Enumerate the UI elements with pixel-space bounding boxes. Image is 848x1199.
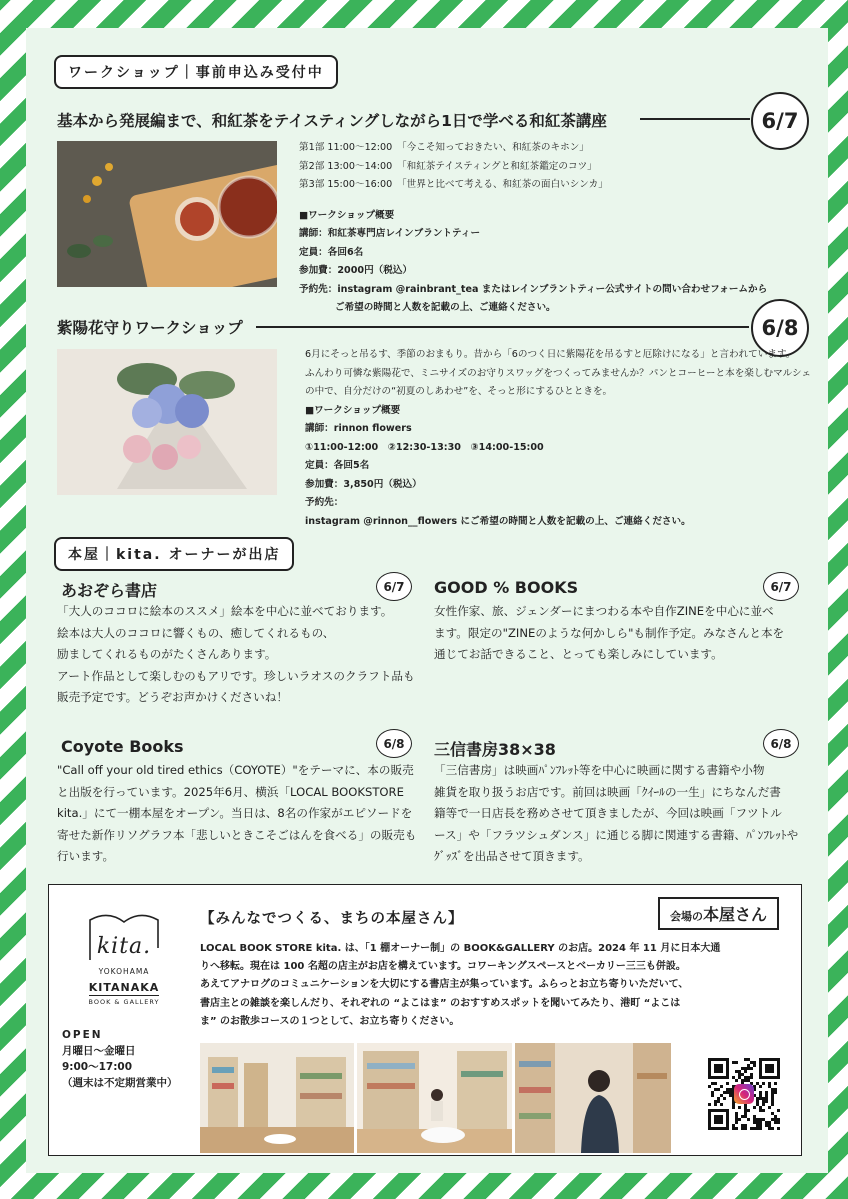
workshop2-times: ①11:00-12:00 ②12:30-13:30 ③14:00-15:00 [305, 441, 544, 453]
shop2-description [434, 601, 784, 666]
shop1-line: アート作品として楽しむのもアリです。珍しいラオスのクラフト品も [57, 668, 415, 683]
shop4-name: 三信書房38×38 [434, 740, 556, 759]
venue-tag-small: 会場の [670, 910, 703, 923]
venue-tag-large: 本屋さん [703, 905, 768, 924]
open-note: （週末は不定期営業中） [62, 1077, 178, 1089]
shop4-line: 「三信書房」は映画ﾊﾟﾝﾌﾚｯﾄ等を中心に映画に関する書籍や小物 [434, 763, 765, 777]
workshop1-date-badge: 6/7 [751, 92, 809, 150]
workshop2-reserve-label: 予約先： [305, 497, 344, 508]
store-photo-1 [200, 1043, 354, 1153]
workshop2-title: 紫陽花守りワークショップ [57, 319, 243, 337]
shop1-name: あおぞら書店 [61, 581, 158, 600]
open-days: 月曜日～金曜日 [62, 1045, 136, 1057]
shop1-line: 絵本は大人のココロに響くもの、癒してくれるもの、 [57, 625, 335, 640]
venue-tag [658, 897, 779, 930]
shop1-line: 励ましてくれるものがたくさんあります。 [57, 647, 277, 661]
session-1: 第1部 11:00～12:00 「今こそ知っておきたい、和紅茶のキホン」 [299, 142, 589, 153]
logo-name: KITANAKA [88, 981, 160, 994]
shop3-description [57, 760, 416, 868]
workshop1-fee: 参加費：2000円（税込） [299, 265, 413, 276]
workshop2-fee: 参加費：3,850円（税込） [305, 478, 422, 490]
workshop1-rule [640, 118, 750, 120]
logo-sub: BOOK & GALLERY [88, 998, 160, 1006]
shop3-line: 行います。 [57, 849, 115, 863]
logo-word: kita. [96, 934, 152, 959]
venue-line: LOCAL BOOK STORE kita. は、「1 棚オーナー制」の BOOK&GALLERY のお店。2024 年 11 月に日本大通 [200, 943, 721, 954]
shop1-description [57, 601, 415, 709]
shop4-line: 雑貨を取り扱うお店です。前回は映画「ｸｲｰﾙの一生」にちなんだ書 [434, 784, 781, 799]
workshop1-overview-heading: ■ワークショップ概要 [299, 209, 395, 221]
workshop1-instructor: 講師：和紅茶専門店レインブラントティー [299, 228, 481, 239]
session-2: 第2部 13:00～14:00 「和紅茶テイスティングと和紅茶鑑定のコツ」 [299, 160, 597, 172]
shop4-date-badge: 6/8 [763, 729, 799, 758]
workshop2-desc-1: 6月にそっと吊るす、季節のおまもり。昔から「6のつく日に紫陽花を吊るすと厄除けになる」と言われています。 [305, 349, 796, 360]
shop4-line: 籍等で一日店長を務めさせて頂きましたが、今回は映画「フツトル [434, 806, 782, 820]
kita-logo [68, 908, 180, 1006]
tea-illustration [57, 141, 277, 287]
venue-description [200, 940, 720, 1031]
open-hours [62, 1027, 178, 1091]
workshop2-desc-3: の中で、自分だけの“初夏のしあわせ”を、そっと形にするひとときを。 [305, 386, 613, 397]
shop3-date-badge: 6/8 [376, 729, 412, 758]
store-illustration-1 [200, 1043, 354, 1153]
store-photo-3 [515, 1043, 671, 1153]
open-time: 9:00～17:00 [62, 1061, 133, 1073]
tea-photo [57, 141, 277, 287]
workshop2-details [305, 346, 811, 531]
shop2-line: ます。限定の"ZINEのような何かしら"も制作予定。みなさんと本を [434, 625, 785, 640]
workshop2-date-badge: 6/8 [751, 299, 809, 357]
shop2-date-badge: 6/7 [763, 572, 799, 601]
workshop-section-label: ワークショップ｜事前申込み受付中 [54, 55, 338, 89]
store-illustration-2 [357, 1043, 512, 1153]
venue-line: りへ移転。現在は 100 名超の店主がお店を構えています。コワーキングスペースとベーカリー三三も併設。 [200, 961, 686, 973]
workshop1-capacity: 定員：各回6名 [299, 246, 364, 258]
venue-line: あえてアナログのコミュニケーションを大切にする書店主が集っています。ふらっとお立ち寄りいただいて、 [200, 979, 689, 991]
workshop2-overview-heading: ■ワークショップ概要 [305, 404, 401, 416]
workshop2-capacity: 定員：各回5名 [305, 460, 370, 471]
shop3-line: kita.」にて一棚本屋をオープン。当日は、8名の作家がエピソードを [57, 806, 413, 820]
shop1-line: 販売予定です。どうぞお声かけくださいね！ [57, 690, 288, 704]
hydrangea-photo [57, 349, 277, 495]
shop1-line: 「大人のココロに絵本のススメ」絵本を中心に並べております。 [57, 604, 393, 618]
shop3-line: と出版を行っています。2025年6月、横浜「LOCAL BOOKSTORE [57, 784, 404, 799]
hydrangea-illustration [57, 349, 277, 495]
store-photo-2 [357, 1043, 512, 1153]
shop2-name: GOOD % BOOKS [434, 578, 579, 597]
open-label: OPEN [62, 1029, 103, 1041]
shop3-line: 寄せた新作リソグラフ本「悲しいときこそごはんを食べる」の販売も [57, 827, 417, 842]
shop2-line: 通じてお話できること、とっても楽しみにしています。 [434, 647, 723, 661]
shop2-line: 女性作家、旅、ジェンダーにまつわる本や自作ZINEを中心に並べ [434, 604, 774, 618]
workshop2-reserve: instagram @rinnon__flowers にご希望の時間と人数を記載の上、ご連絡ください。 [305, 515, 691, 527]
venue-line: ま” のお散歩コースの１つとして、お立ち寄りください。 [200, 1015, 460, 1027]
shop4-line: ｸﾞｯｽﾞを出品させて頂きます。 [434, 849, 590, 863]
workshop1-title: 基本から発展編まで、和紅茶をテイスティングしながら1日で学べる和紅茶講座 [57, 112, 607, 130]
qr-code[interactable] [708, 1058, 780, 1130]
venue-line: 書店主との雑談を楽しんだり、それぞれの “よこはま” のおすすめスポットを聞いてみたり、港町 “よこは [200, 997, 681, 1009]
session-3: 第3部 15:00～16:00 「世界と比べて考える、和紅茶の面白いシンカ」 [299, 179, 608, 190]
workshop1-reserve-note: ご希望の時間と人数を記載の上、ご連絡ください。 [335, 302, 556, 313]
shop4-line: ース」や「フラツシュダンス」に通じる脚に関連する書籍、ﾊﾟﾝﾌﾚｯﾄや [434, 827, 799, 842]
workshop1-reserve: 予約先：instagram @rainbrant_tea またはレインブラントティー公式サイトの問い合わせフォームから [299, 283, 768, 295]
workshop1-details [299, 139, 767, 318]
workshop2-instructor: 講師：rinnon flowers [305, 423, 412, 434]
logo-city: YOKOHAMA [98, 967, 150, 976]
shop4-description [434, 760, 798, 868]
instagram-icon [734, 1084, 754, 1104]
venue-heading: 【みんなでつくる、まちの本屋さん】 [200, 911, 464, 927]
store-illustration-3 [515, 1043, 671, 1153]
shops-section-label: 本屋｜kita. オーナーが出店 [54, 537, 294, 571]
shop3-line: "Call off your old tired ethics（COYOTE）"をテーマに、本の販売 [57, 763, 414, 777]
workshop2-desc-2: ふんわり可憐な紫陽花で、ミニサイズのお守りスワッグをつくってみませんか？パンとコーヒーと本を楽しむマルシェ [305, 367, 812, 379]
shop3-name: Coyote Books [61, 737, 184, 756]
shop1-date-badge: 6/7 [376, 572, 412, 601]
workshop2-rule [256, 326, 749, 328]
